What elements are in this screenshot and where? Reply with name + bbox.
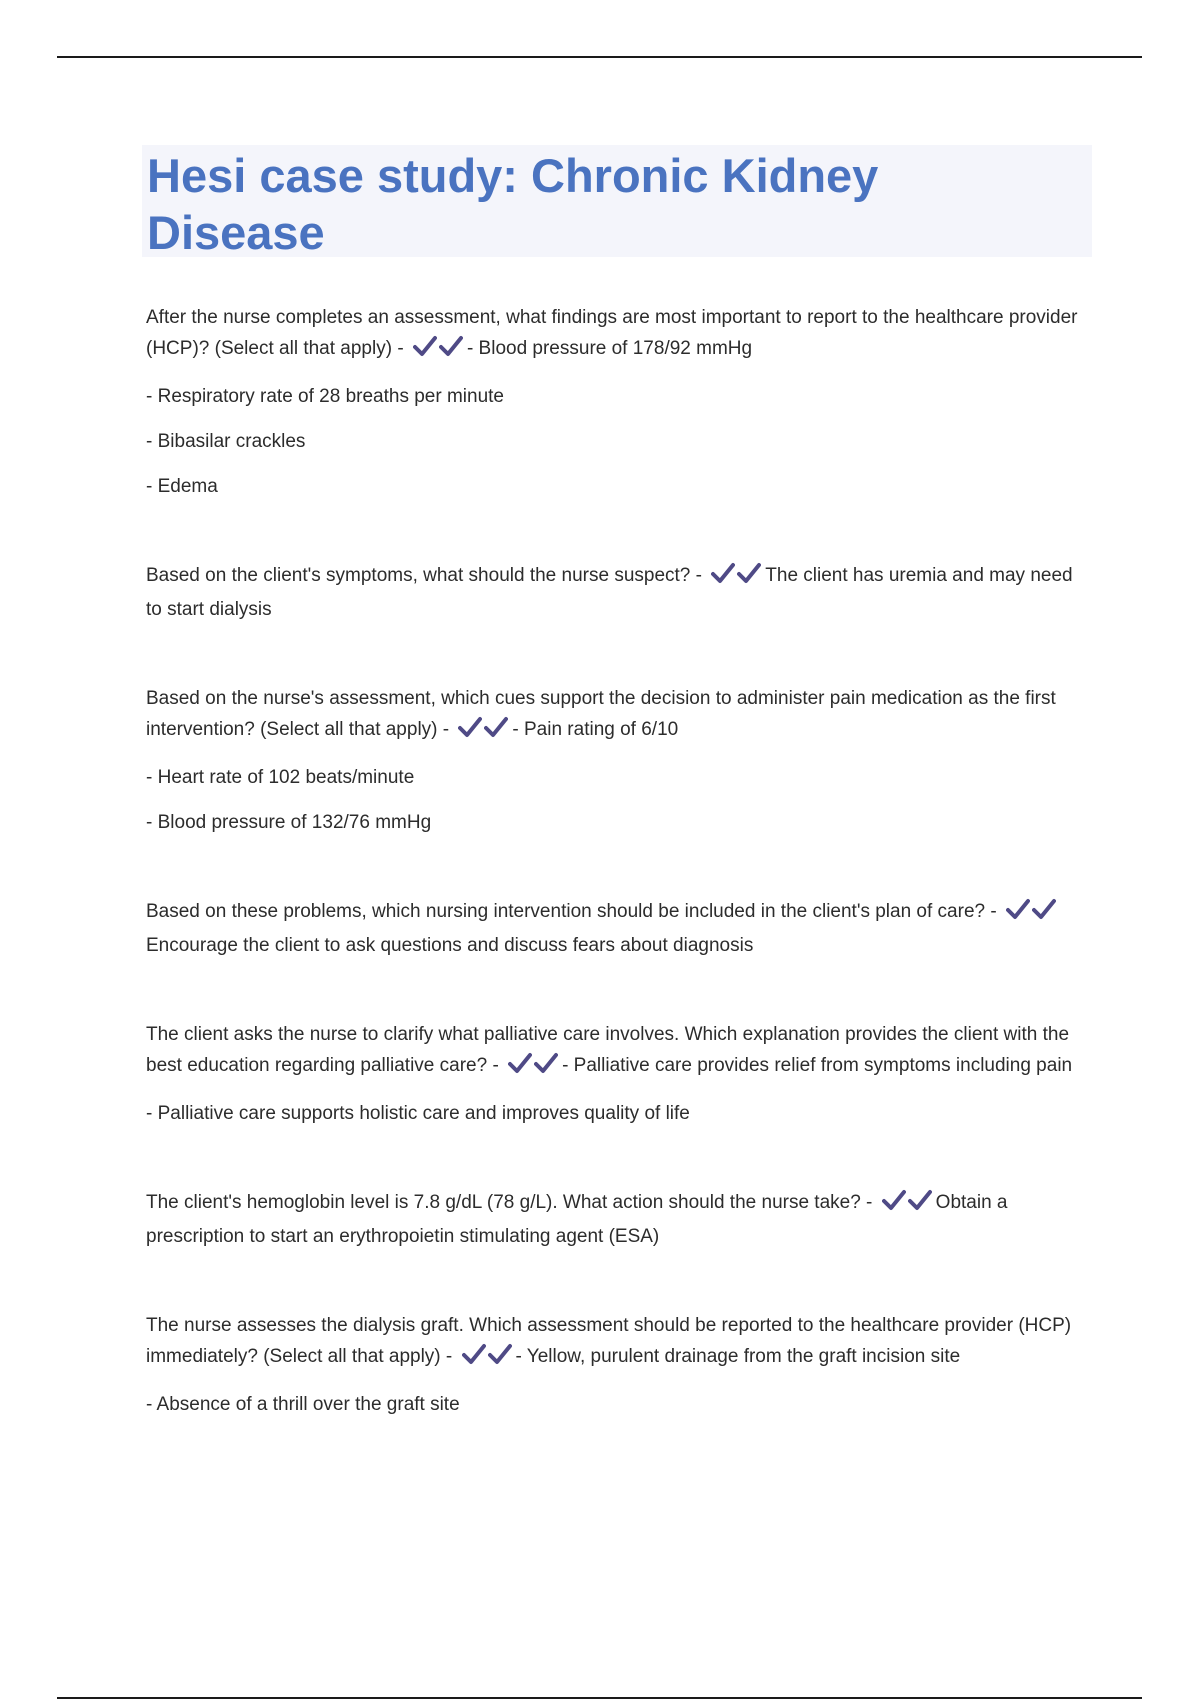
question-paragraph bbox=[146, 1187, 1086, 1252]
answer-text: - Blood pressure of 178/92 mmHg bbox=[466, 338, 753, 359]
answer-list-item: - Edema bbox=[146, 476, 218, 497]
question-text: The nurse assesses the dialysis graft. Which assessment should be reported to the healthcare provider (HCP) immediately? (Select all that apply) - bbox=[146, 1315, 1072, 1367]
answer-list-item: - Heart rate of 102 beats/minute bbox=[146, 767, 415, 788]
checkmark-icon bbox=[439, 335, 465, 357]
qa-block bbox=[146, 560, 1086, 625]
answer-list-item: - Bibasilar crackles bbox=[146, 431, 306, 452]
answer-checkmarks bbox=[711, 562, 763, 594]
checkmark-icon bbox=[458, 716, 484, 738]
question-paragraph bbox=[146, 896, 1086, 961]
answer-list-item: - Blood pressure of 132/76 mmHg bbox=[146, 812, 432, 833]
checkmark-icon bbox=[1006, 898, 1032, 920]
answer-checkmarks bbox=[882, 1189, 934, 1221]
question-paragraph bbox=[146, 560, 1086, 625]
answer-checkmarks bbox=[508, 1052, 560, 1084]
qa-block bbox=[146, 302, 1086, 502]
answer-text: The client has uremia and may need to start dialysis bbox=[146, 565, 1073, 620]
page-title: Hesi case study: Chronic Kidney Disease bbox=[147, 149, 879, 259]
answer-text: - Palliative care provides relief from symptoms including pain bbox=[562, 1055, 1073, 1076]
answer-text: - Yellow, purulent drainage from the graft incision site bbox=[515, 1346, 961, 1367]
question-text: Based on the client's symptoms, what should the nurse suspect? - bbox=[146, 565, 702, 586]
checkmark-icon bbox=[534, 1052, 560, 1074]
checkmark-icon bbox=[908, 1189, 934, 1211]
checkmark-icon bbox=[484, 716, 510, 738]
qa-block bbox=[146, 1310, 1086, 1420]
answer-text: Obtain a prescription to start an erythropoietin stimulating agent (ESA) bbox=[146, 1192, 1008, 1247]
qa-block bbox=[146, 1019, 1086, 1129]
answer-checkmarks bbox=[458, 716, 510, 748]
question-text: After the nurse completes an assessment, what findings are most important to report to the healthcare provider (HCP)? (Select all that apply) - bbox=[146, 307, 1078, 359]
checkmark-icon bbox=[462, 1343, 488, 1365]
header-rule bbox=[57, 56, 1142, 58]
question-text: Based on the nurse's assessment, which cues support the decision to administer pain medication as the first intervention? (Select all that apply) - bbox=[146, 688, 1056, 740]
qa-block bbox=[146, 683, 1086, 838]
question-paragraph bbox=[146, 1310, 1086, 1375]
answer-list-item: - Palliative care supports holistic care and improves quality of life bbox=[146, 1103, 690, 1124]
answer-checkmarks bbox=[413, 335, 465, 367]
question-list bbox=[146, 302, 1086, 1420]
question-paragraph bbox=[146, 302, 1086, 367]
question-text: The client asks the nurse to clarify what palliative care involves. Which explanation provides the client with the best education regarding palliative care? - bbox=[146, 1024, 1070, 1076]
answer-text: Encourage the client to ask questions and discuss fears about diagnosis bbox=[146, 935, 754, 956]
checkmark-icon bbox=[882, 1189, 908, 1211]
checkmark-icon bbox=[1032, 898, 1058, 920]
answer-list-item: - Respiratory rate of 28 breaths per minute bbox=[146, 386, 505, 407]
qa-block bbox=[146, 896, 1086, 961]
question-paragraph bbox=[146, 1019, 1086, 1084]
footer-rule bbox=[57, 1697, 1142, 1699]
checkmark-icon bbox=[488, 1343, 514, 1365]
answer-checkmarks bbox=[1006, 898, 1058, 930]
answer-checkmarks bbox=[462, 1343, 514, 1375]
question-paragraph bbox=[146, 683, 1086, 748]
checkmark-icon bbox=[508, 1052, 534, 1074]
answer-text: - Pain rating of 6/10 bbox=[512, 719, 679, 740]
answer-list-item: - Absence of a thrill over the graft site bbox=[146, 1394, 460, 1415]
qa-block bbox=[146, 1187, 1086, 1252]
question-text: The client's hemoglobin level is 7.8 g/dL (78 g/L). What action should the nurse take? - bbox=[146, 1192, 873, 1213]
checkmark-icon bbox=[737, 562, 763, 584]
checkmark-icon bbox=[711, 562, 737, 584]
checkmark-icon bbox=[413, 335, 439, 357]
question-text: Based on these problems, which nursing intervention should be included in the client's plan of care? - bbox=[146, 901, 997, 922]
